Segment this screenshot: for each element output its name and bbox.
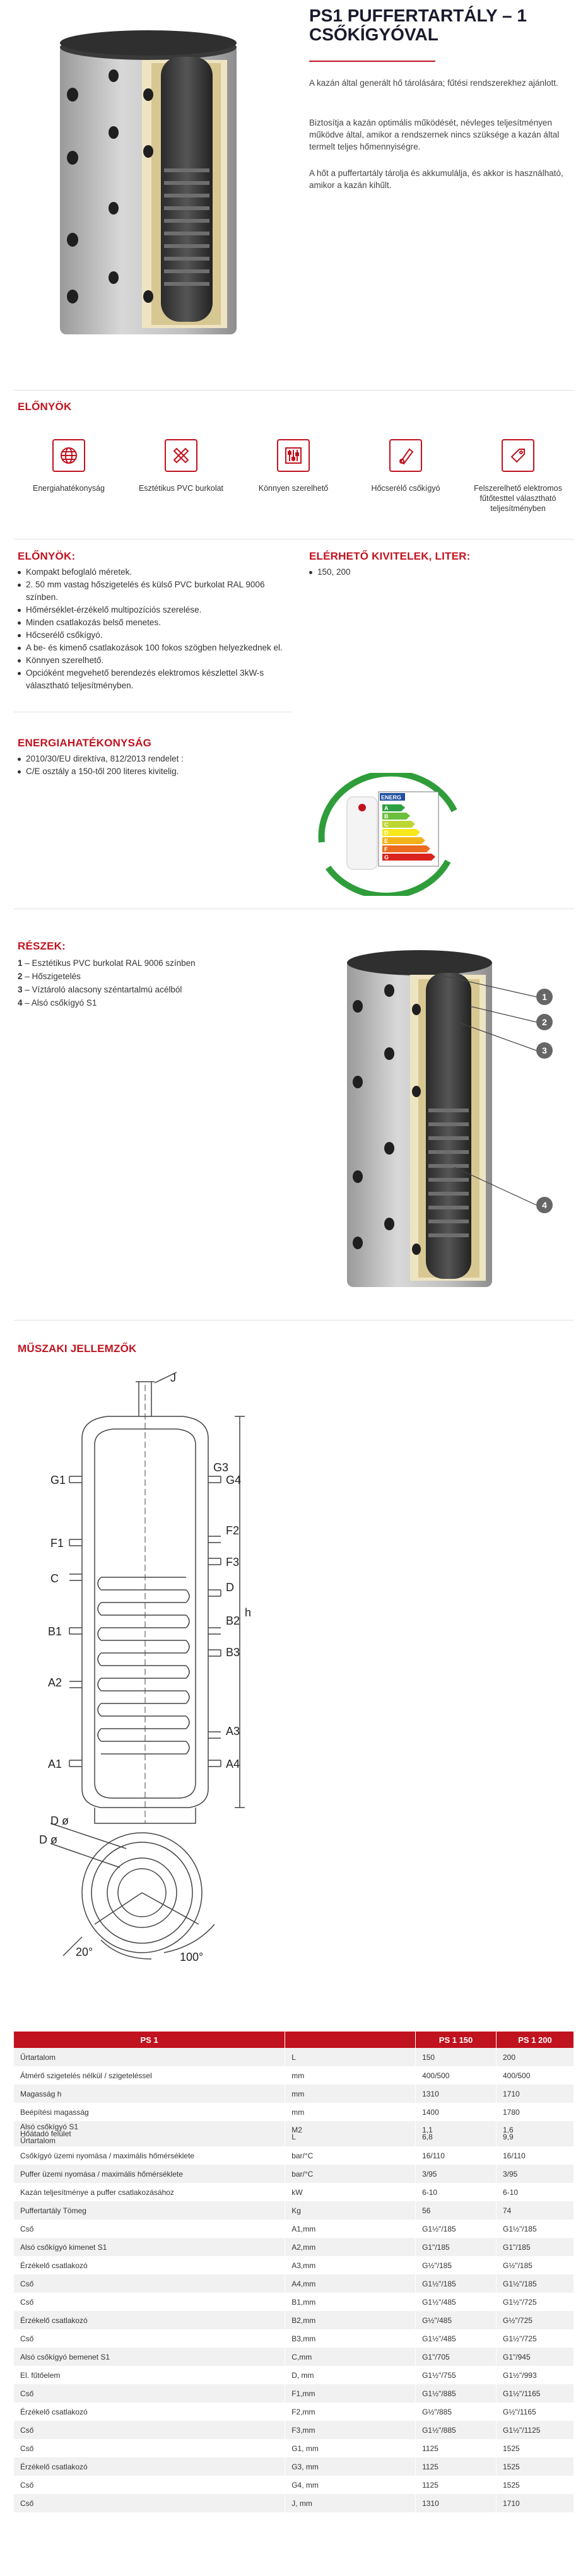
table-row: [14, 2366, 574, 2384]
table-cell: A1,mm: [285, 2220, 416, 2238]
table-cell: L: [285, 2048, 416, 2066]
versions-heading: ELÉRHETŐ KIVITELEK, LITER:: [309, 550, 471, 562]
divider: [14, 390, 574, 391]
table-cell: G3, mm: [285, 2457, 416, 2476]
label-h: h: [245, 1606, 252, 1619]
list-item: Hőcserélő csőkígyó.: [18, 629, 295, 642]
table-cell: 3/95: [497, 2165, 574, 2183]
table-cell: C,mm: [285, 2348, 416, 2366]
table-cell: 3/95: [416, 2165, 497, 2183]
table-cell: Átmérő szigetelés nélkül / szigeteléssel: [14, 2066, 285, 2085]
heater-icon: [389, 439, 422, 472]
energy-list: [18, 753, 295, 778]
table-cell: Csőkígyó üzemi nyomása / maximális hőmérséklete: [14, 2146, 285, 2165]
label-angle-20: 20°: [76, 1946, 93, 1958]
table-row: [14, 2183, 574, 2201]
table-cell: B3,mm: [285, 2329, 416, 2348]
page-title: PS1 PUFFERTARTÁLY – 1 CSŐKÍGYÓVAL: [309, 6, 527, 44]
table-cell: 1710: [497, 2085, 574, 2103]
table-cell: mm: [285, 2085, 416, 2103]
table-cell: G½"/725: [497, 2311, 574, 2329]
table-row: [14, 2048, 574, 2066]
table-cell: 74: [497, 2201, 574, 2220]
table-cell: Beépítési magasság: [14, 2103, 285, 2121]
label-angle-100: 100°: [180, 1951, 204, 1962]
energy-heading: ENERGIAHATÉKONYSÁG: [18, 737, 152, 749]
table-cell: 1,6 9,9: [497, 2121, 574, 2146]
table-cell: G1½"/185: [497, 2274, 574, 2293]
list-item: 2. 50 mm vastag hőszigetelés és külső PVC burkolat RAL 9006 színben.: [18, 579, 295, 604]
table-cell: Űrtartalom: [14, 2048, 285, 2066]
energy-class-letter: E: [384, 838, 389, 844]
table-row: [14, 2274, 574, 2293]
table-row: [14, 2103, 574, 2121]
table-cell: A3,mm: [285, 2256, 416, 2274]
table-row: [14, 2238, 574, 2256]
label-J: J: [170, 1372, 176, 1384]
table-cell: B1,mm: [285, 2293, 416, 2311]
table-cell: M2 L: [285, 2121, 416, 2146]
table-cell: bar/°C: [285, 2165, 416, 2183]
energy-label-title: ENERG: [381, 794, 402, 801]
table-cell: Cső: [14, 2293, 285, 2311]
energy-class-letter: B: [384, 813, 389, 820]
table-cell: Cső: [14, 2220, 285, 2238]
table-cell: Alsó csőkígyó S1 Hőátadó felület Űrtartalom: [14, 2121, 285, 2146]
label-G4: G4: [226, 1474, 242, 1486]
feature-label: Hőcserélő csőkígyó: [371, 484, 440, 493]
list-item: [18, 996, 295, 1009]
table-row: [14, 2085, 574, 2103]
feature-pvc-cover: [127, 439, 235, 493]
table-cell: F3,mm: [285, 2421, 416, 2439]
feature-heat-exchanger: [352, 439, 459, 493]
part-number: 3: [18, 985, 23, 994]
feature-energy-efficiency: [15, 439, 122, 493]
table-cell: mm: [285, 2103, 416, 2121]
table-cell: G1½"/1125: [497, 2421, 574, 2439]
table-cell: 16/110: [497, 2146, 574, 2165]
feature-easy-install: [240, 439, 347, 493]
versions-list: [309, 566, 574, 579]
table-row: [14, 2256, 574, 2274]
table-cell: 1310: [416, 2085, 497, 2103]
specs-table: [14, 2032, 574, 2512]
energy-class-bar: [382, 837, 425, 844]
table-row: [14, 2201, 574, 2220]
label-F2: F2: [226, 1524, 240, 1537]
table-cell: G½"/185: [416, 2256, 497, 2274]
hero-paragraph-1: A kazán által generált hő tárolására; fűtési rendszerekhez ajánlott.: [309, 78, 558, 88]
table-cell: G1"/705: [416, 2348, 497, 2366]
table-cell: G1"/945: [497, 2348, 574, 2366]
list-item: [18, 956, 295, 970]
table-cell: Alsó csőkígyó bemenet S1: [14, 2348, 285, 2366]
specs-heading: MŰSZAKI JELLEMZŐK: [18, 1343, 137, 1355]
feature-label: Energiahatékonyság: [33, 484, 105, 493]
table-row: [14, 2457, 574, 2476]
table-cell: mm: [285, 2066, 416, 2085]
label-D: D: [226, 1581, 234, 1594]
table-row: [14, 2348, 574, 2366]
part-text: – Víztároló alacsony széntartalmú acélból: [25, 985, 182, 994]
table-cell: G1½"/185: [416, 2274, 497, 2293]
table-row: [14, 2311, 574, 2329]
part-number: 2: [18, 972, 23, 981]
table-cell: D, mm: [285, 2366, 416, 2384]
part-number: 1: [18, 958, 23, 968]
tag-icon: [502, 439, 534, 472]
list-item: Kompakt befoglaló méretek.: [18, 566, 295, 579]
list-item: 2010/30/EU direktíva, 812/2013 rendelet :: [18, 753, 295, 765]
table-cell: G1½"/1165: [497, 2384, 574, 2403]
table-cell: bar/°C: [285, 2146, 416, 2165]
column-header: PS 1 150: [416, 2032, 497, 2048]
table-cell: 16/110: [416, 2146, 497, 2165]
table-cell: G1½"/885: [416, 2421, 497, 2439]
energy-class-letter: G: [384, 854, 389, 861]
energy-class-bar: [382, 854, 435, 861]
ruler-pencil-icon: [165, 439, 197, 472]
label-Dphi-1: D ø: [50, 1814, 69, 1827]
table-cell: G½"/885: [416, 2403, 497, 2421]
table-cell: 1125: [416, 2476, 497, 2494]
table-row: [14, 2066, 574, 2085]
table-cell: Puffertartály Tömeg: [14, 2201, 285, 2220]
part-number: 4: [18, 998, 23, 1008]
table-row: [14, 2384, 574, 2403]
table-cell: kW: [285, 2183, 416, 2201]
callout-4: 4: [542, 1200, 547, 1210]
technical-drawing: [25, 1369, 290, 1962]
energy-label-illustration: [309, 773, 467, 896]
table-cell: Érzékelő csatlakozó: [14, 2256, 285, 2274]
table-cell: Cső: [14, 2421, 285, 2439]
table-row: [14, 2293, 574, 2311]
table-cell: G1½"/485: [416, 2293, 497, 2311]
table-cell: Érzékelő csatlakozó: [14, 2457, 285, 2476]
table-cell: G1½"/993: [497, 2366, 574, 2384]
table-row: [14, 2165, 574, 2183]
table-cell: Cső: [14, 2439, 285, 2457]
table-cell: El. fűtőelem: [14, 2366, 285, 2384]
table-cell: Kg: [285, 2201, 416, 2220]
table-row: [14, 2146, 574, 2165]
label-A4: A4: [226, 1758, 240, 1770]
callout-3: 3: [542, 1045, 547, 1056]
list-item: [18, 970, 295, 983]
table-cell: G½"/1165: [497, 2403, 574, 2421]
benefits-icons-heading: ELŐNYÖK: [18, 401, 72, 413]
label-B1: B1: [48, 1625, 62, 1638]
label-A1: A1: [48, 1758, 62, 1770]
table-row: [14, 2121, 574, 2146]
feature-electric-heater: [464, 439, 572, 514]
table-cell: G1"/185: [497, 2238, 574, 2256]
table-cell: J, mm: [285, 2494, 416, 2512]
title-underline: [309, 61, 435, 62]
table-row: [14, 2329, 574, 2348]
table-cell: Cső: [14, 2476, 285, 2494]
table-cell: G1½"/725: [497, 2293, 574, 2311]
table-cell: G1½"/725: [497, 2329, 574, 2348]
label-A2: A2: [48, 1676, 62, 1689]
table-cell: 56: [416, 2201, 497, 2220]
table-cell: Érzékelő csatlakozó: [14, 2311, 285, 2329]
table-cell: 1125: [416, 2457, 497, 2476]
list-item: Könnyen szerelhető.: [18, 654, 295, 667]
specs-table-wrap: [14, 2032, 574, 2512]
part-text: – Esztétikus PVC burkolat RAL 9006 színben: [25, 958, 196, 968]
list-item: [18, 983, 295, 996]
table-cell: 1525: [497, 2457, 574, 2476]
sliders-icon: [277, 439, 310, 472]
table-cell: 200: [497, 2048, 574, 2066]
part-text: – Hőszigetelés: [25, 972, 81, 981]
callout-1: 1: [542, 992, 547, 1002]
table-cell: G1½"/885: [416, 2384, 497, 2403]
table-cell: G1½"/485: [416, 2329, 497, 2348]
table-cell: 150: [416, 2048, 497, 2066]
table-cell: 6-10: [416, 2183, 497, 2201]
hero-product-image: [38, 0, 265, 353]
table-cell: Kazán teljesítménye a puffer csatlakozásához: [14, 2183, 285, 2201]
feature-label: Felszerelhető elektromos fűtőtesttel választható teljesítményben: [474, 484, 562, 513]
table-row: [14, 2220, 574, 2238]
table-cell: 1525: [497, 2476, 574, 2494]
table-cell: G1½"/755: [416, 2366, 497, 2384]
table-cell: Cső: [14, 2329, 285, 2348]
table-cell: B2,mm: [285, 2311, 416, 2329]
feature-label: Esztétikus PVC burkolat: [138, 484, 224, 493]
table-cell: Cső: [14, 2384, 285, 2403]
table-cell: 1525: [497, 2439, 574, 2457]
label-A3: A3: [226, 1725, 240, 1738]
table-cell: Érzékelő csatlakozó: [14, 2403, 285, 2421]
table-cell: Cső: [14, 2494, 285, 2512]
list-item: Opcióként megvehető berendezés elektromos készlettel 3kW-s választható teljesítményben.: [18, 667, 295, 692]
hero-paragraph-3: A hőt a puffertartály tárolja és akkumulálja, és akkor is használható, amikor a kazán kihűlt.: [309, 168, 563, 190]
table-cell: F1,mm: [285, 2384, 416, 2403]
label-G1: G1: [50, 1474, 66, 1486]
list-item: A be- és kimenő csatlakozások 100 fokos szögben helyezkednek el.: [18, 642, 295, 654]
parts-heading: RÉSZEK:: [18, 940, 66, 952]
part-text: – Alsó csőkígyó S1: [25, 998, 97, 1008]
hero-paragraph-2: Biztosítja a kazán optimális működését, névleges teljesítményen működve által, amikor a rendszernek nincs szüksége a kazán által termelt teljes hőmennyiségre.: [309, 118, 560, 151]
list-item: Hőmérséklet-érzékelő multipozíciós szerelése.: [18, 604, 295, 616]
energy-class-bar: [382, 845, 430, 852]
parts-cutaway-image: [344, 946, 565, 1306]
table-row: [14, 2439, 574, 2457]
table-cell: 400/500: [416, 2066, 497, 2085]
column-header: PS 1: [14, 2032, 285, 2048]
parts-list: [18, 956, 295, 1009]
table-cell: G1, mm: [285, 2439, 416, 2457]
label-G3: G3: [213, 1461, 229, 1474]
energy-class-letter: F: [384, 846, 388, 852]
benefits-heading: ELŐNYÖK:: [18, 550, 76, 562]
table-cell: 1,1 6,8: [416, 2121, 497, 2146]
table-cell: 1710: [497, 2494, 574, 2512]
table-cell: A2,mm: [285, 2238, 416, 2256]
table-cell: Magasság h: [14, 2085, 285, 2103]
table-cell: 1125: [416, 2439, 497, 2457]
table-cell: 6-10: [497, 2183, 574, 2201]
table-cell: F2,mm: [285, 2403, 416, 2421]
table-cell: G4, mm: [285, 2476, 416, 2494]
table-cell: 1310: [416, 2494, 497, 2512]
globe-icon: [52, 439, 85, 472]
table-cell: 1780: [497, 2103, 574, 2121]
label-B2: B2: [226, 1614, 240, 1627]
label-Dphi-2: D ø: [39, 1833, 57, 1846]
table-row: [14, 2494, 574, 2512]
table-cell: A4,mm: [285, 2274, 416, 2293]
list-item: 150, 200: [309, 566, 574, 579]
table-cell: G½"/185: [497, 2256, 574, 2274]
column-header: PS 1 200: [497, 2032, 574, 2048]
feature-label: Könnyen szerelhető: [258, 484, 329, 493]
table-cell: 1400: [416, 2103, 497, 2121]
table-header-row: [14, 2032, 574, 2048]
list-item: C/E osztály a 150-től 200 literes kivitelig.: [18, 765, 295, 778]
callout-2: 2: [542, 1017, 547, 1027]
label-C: C: [50, 1572, 59, 1585]
label-B3: B3: [226, 1646, 240, 1659]
energy-class-letter: D: [384, 830, 389, 836]
energy-class-letter: C: [384, 821, 389, 828]
table-cell: G1½"/185: [497, 2220, 574, 2238]
table-row: [14, 2421, 574, 2439]
label-F1: F1: [50, 1537, 64, 1550]
energy-class-letter: A: [384, 805, 389, 811]
table-cell: G1"/185: [416, 2238, 497, 2256]
benefits-list: [18, 566, 295, 692]
table-cell: Alsó csőkígyó kimenet S1: [14, 2238, 285, 2256]
table-cell: G½"/485: [416, 2311, 497, 2329]
table-cell: Puffer üzemi nyomása / maximális hőmérséklete: [14, 2165, 285, 2183]
table-cell: 400/500: [497, 2066, 574, 2085]
table-cell: G1½"/185: [416, 2220, 497, 2238]
table-row: [14, 2403, 574, 2421]
table-row: [14, 2476, 574, 2494]
table-cell: Cső: [14, 2274, 285, 2293]
column-header: [285, 2032, 416, 2048]
list-item: Minden csatlakozás belső menetes.: [18, 616, 295, 629]
label-F3: F3: [226, 1556, 240, 1568]
